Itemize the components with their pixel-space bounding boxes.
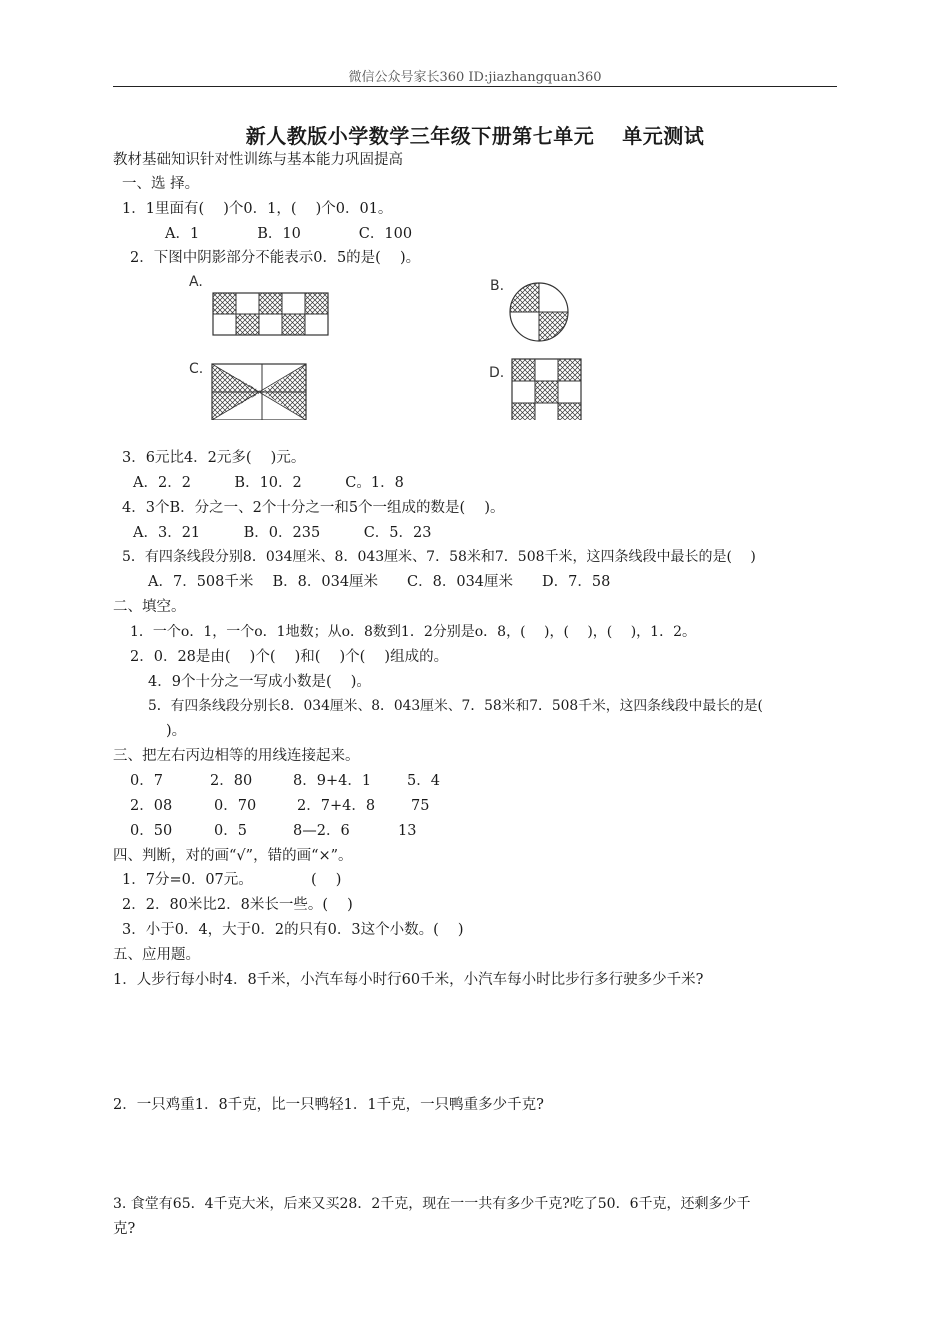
q4-1-answer-paren: ( ) [311,872,342,888]
q1-3-options: A．2．2 B．10．2 C。1．8 [133,475,404,491]
q1-1-options: A．1 B．10 C．100 [165,226,413,242]
q5-3-text-cont: 克? [113,1221,136,1237]
q1-2-text: 2．下图中阴影部分不能表示0．5的是( )。 [130,250,421,266]
match-r1-c2: 2．80 [210,773,253,789]
section-1-heading: 一、选 择。 [122,176,200,192]
match-r2-c4: 75 [411,798,430,814]
figure-d-label: D. [489,365,505,381]
q4-1-text: 1．7分=0．07元。 [122,872,253,888]
section-5-heading: 五、应用题。 [113,947,200,963]
q1-2-figures [0,270,950,420]
q1-5-text: 5．有四条线段分别8．034厘米、8．043厘米、7．58米和7．508千米，这四条线段中最长的是( ) [122,549,756,565]
figure-b [510,283,568,341]
match-r1-c1: 0．7 [130,773,163,789]
match-r2-c2: 0．70 [214,798,257,814]
q2-1-text: 1．一个o．1，一个o．1地数；从o．8数到1．2分别是o．8，( )，( )，( )，1．2。 [130,624,697,640]
q4-3-text: 3．小于0．4，大于0．2的只有0．3这个小数。( ) [122,922,464,938]
q1-5-options: A．7．508千米 B．8．034厘米 C．8．034厘米 D．7．58 [148,574,611,590]
match-r3-c3: 8—2．6 [293,823,350,839]
q5-2-text: 2．一只鸡重1．8千克，比一只鸭轻1．1千克，一只鸭重多少千克? [113,1097,544,1113]
q1-3-text: 3．6元比4．2元多( )元。 [122,450,306,466]
figure-d [512,359,581,420]
q1-1-text: 1．1里面有( )个0．1，( )个0．01。 [122,201,393,217]
section-4-heading: 四、判断，对的画“√”，错的画“×”。 [113,848,353,864]
figure-a-label: A. [189,274,203,290]
subtitle: 教材基础知识针对性训练与基本能力巩固提高 [113,152,403,168]
q1-4-options: A．3．21 B．0．235 C．5．23 [133,525,432,541]
header-rule [113,86,837,87]
figure-b-label: B. [490,278,505,294]
figure-c-label: C. [189,361,204,377]
q4-2-text: 2．2．80米比2．8米长一些。( ) [122,897,353,913]
q2-4-text: 4．9个十分之一写成小数是( )。 [148,674,371,690]
q5-1-text: 1．人步行每小时4．8千米，小汽车每小时行60千米，小汽车每小时比步行多行驶多少千米? [113,972,704,988]
q2-2-text: 2．0．28是由( )个( )和( )个( )组成的。 [130,649,449,665]
q2-5-text-cont: )。 [166,723,187,739]
match-r2-c3: 2．7+4．8 [297,798,376,814]
section-3-heading: 三、把左右丙边相等的用线连接起来。 [113,748,360,764]
match-r1-c3: 8．9+4．1 [293,773,372,789]
q5-3-text: 3. 食堂有65．4千克大米，后来又买28．2千克，现在一一共有多少千克?吃了50．6千克，还剩多少千 [113,1196,751,1212]
match-r3-c4: 13 [398,823,417,839]
match-r1-c4: 5．4 [407,773,440,789]
match-r3-c2: 0．5 [214,823,247,839]
figure-c [212,364,306,420]
match-r3-c1: 0．50 [130,823,173,839]
q2-5-text: 5．有四条线段分别长8．034厘米、8．043厘米、7．58米和7．508千米，这四条线段中最长的是( [148,698,763,714]
page-title: 新人教版小学数学三年级下册第七单元 单元测试 [245,124,705,148]
figure-a [213,293,328,335]
section-2-heading: 二、填空。 [113,599,186,615]
q1-4-text: 4．3个B．分之一、2个十分之一和5个一组成的数是( )。 [122,500,505,516]
match-r2-c1: 2．08 [130,798,173,814]
page-header: 微信公众号家长360 ID:jiazhangquan360 [348,70,602,85]
